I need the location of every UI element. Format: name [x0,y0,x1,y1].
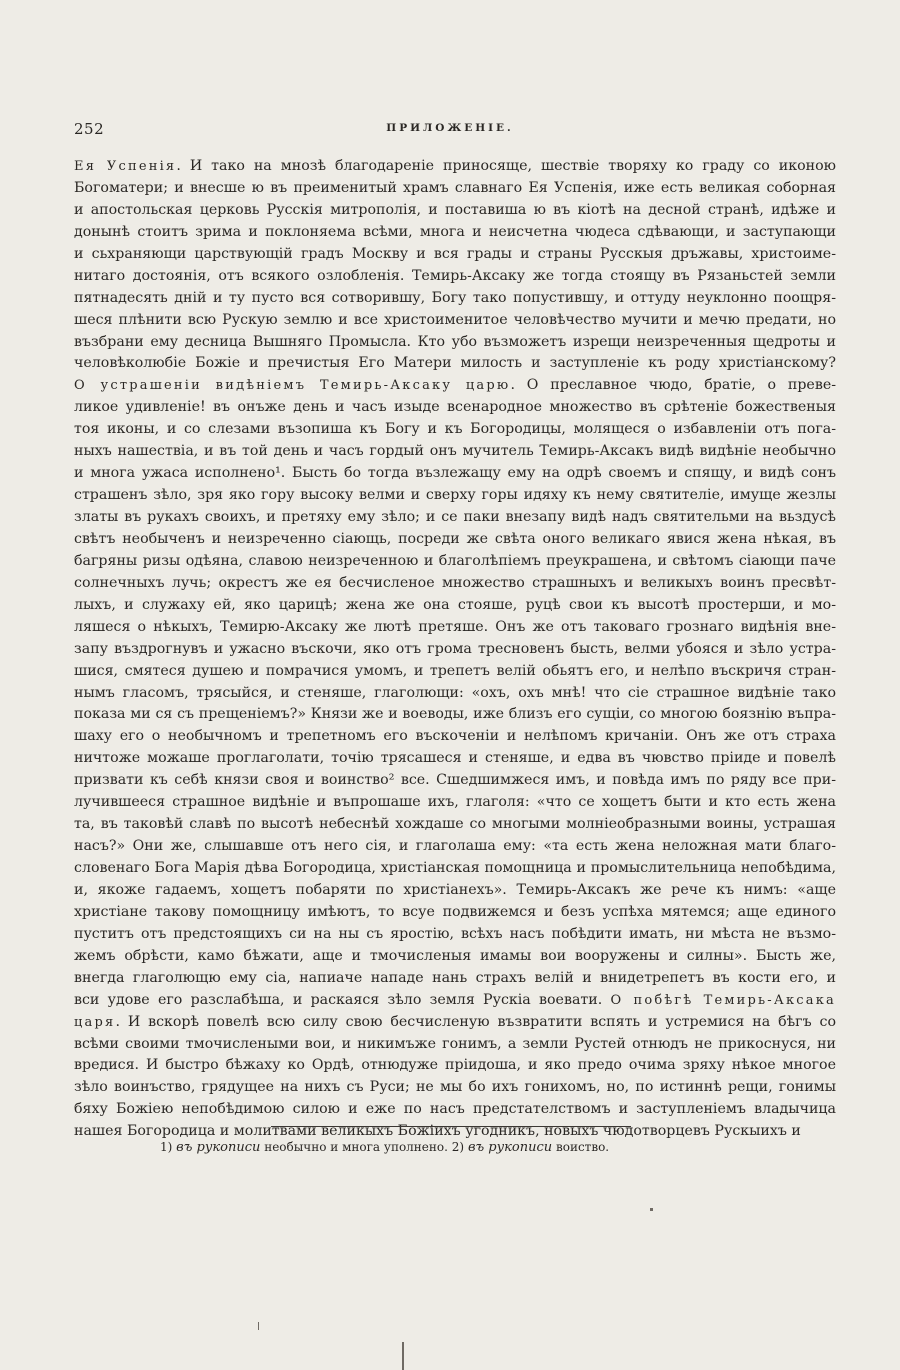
text-line [74,748,836,770]
text-segment: лучившееся страшное видѣніе и въпрошаше ихъ, глаголя: «что се хощетъ быти и кто есть жена [74,794,836,811]
footnote-1-italic: въ рукописи [176,1140,261,1155]
text-line [74,375,836,397]
text-line [74,419,836,441]
text-segment: та, въ таковѣй славѣ по высотѣ небеснѣй хождаше со многыми молніеобразными воины, устрашая [74,816,836,833]
text-line [74,485,836,507]
text-segment: бяху Божіею непобѣдимою силою и еже по насъ предстателствомъ и заступленіемъ владычица [74,1101,836,1118]
footnotes [160,1140,609,1155]
print-speck [258,1322,259,1330]
text-segment: и многа ужаса исполнено¹. Бысть бо тогда възлежащу ему на одрѣ своемъ и спящу, и видѣ сонъ [74,465,836,482]
text-segment: пуститъ отъ предстоящихъ си на ны съ яростію, всѣхъ насъ побѣдити имать, ни мѣста не възмо- [74,925,836,942]
text-line [74,946,836,968]
text-line [74,683,836,705]
text-line [74,507,836,529]
print-speck [402,1342,404,1370]
spaced-heading-text: О побѣгѣ Темирь-Аксака [610,992,836,1008]
text-segment: . И вскорѣ повелѣ всю силу свою бесчисленую възвратити вспять и устремися на бѣгъ со [115,1013,836,1030]
text-segment: насъ?» Они же, слышавше отъ него сія, и глаголаша ему: «та есть жена неложная мати благо- [74,838,836,855]
text-line [74,551,836,573]
text-line [74,968,836,990]
text-segment: златы въ рукахъ своихъ, и претяху ему зѣло; и се паки внезапу видѣ надъ святительми на вьздусѣ [74,509,836,525]
text-line [74,814,836,836]
footnote-2-number: 2) [451,1140,465,1154]
text-line [74,156,836,178]
footnote-2-italic: въ рукописи [467,1140,553,1155]
text-segment: тоя иконы, и со слезами възопиша къ Богу и къ Богородицы, молящеся о избавленіи отъ пога- [74,421,836,438]
spaced-heading-text: О устрашеніи видѣніемъ Темирь-Аксаку царю [74,378,511,394]
text-line [74,858,836,880]
text-segment: шаху его о необычномъ и трепетномъ его въскоченіи и нелѣпомъ кричаніи. Онъ же отъ страха [74,728,836,745]
text-line [74,836,836,858]
text-line [74,200,836,222]
text-line [74,639,836,661]
text-line [74,704,836,726]
text-segment: ляшеся о нѣкыхъ, Темирю-Аксаку же лютѣ претяше. Онъ же отъ таковаго грознаго видѣнія вне- [74,618,836,635]
text-segment: словенаго Бога Марія дѣва Богородица, христіанская помощница и промыслительница непобѣдима, [74,860,836,876]
text-line [74,178,836,200]
text-segment: донынѣ стоитъ зрима и поклоняема всѣми, многа и неисчетна чюдеса сдѣвающи, и заступающи [74,223,836,240]
text-segment: нымъ гласомъ, трясыйся, и стеняше, глаголющи: «охъ, охъ мнѣ! что сіе страшное видѣніе тако [74,684,836,701]
text-segment: шися, смятеся душею и помрачися умомъ, и трепетъ велій обьятъ его, и нелѣпо въскричя стран- [74,662,836,679]
text-segment: . И тако на мнозѣ благодареніе приносяще, шествіе творяху ко граду со иконою [176,158,836,174]
text-line [74,792,836,814]
text-line [74,353,836,375]
text-segment: свѣтъ необыченъ и неизреченно сіающь, посреди же свѣта оного великаго явися жена нѣкая, въ [74,530,836,547]
text-segment: вси удове его разслабѣша, и раскаяся зѣло земля Рускіа воевати. [74,991,611,1008]
text-line [74,266,836,288]
footnote-1-text: необычно и многа уполнено. [264,1140,448,1154]
footnote-rule [271,1126,631,1127]
text-line [74,902,836,924]
body-text [74,156,836,1143]
text-segment: пятнадесять дній и ту пусто вся сотворившу, Богу тако попустившу, и оттуду неуклонно поощря- [74,289,836,306]
text-segment: ликое удивленіе! въ онъже день и часъ изыде всенародное множество въ срѣтеніе божественыя [74,399,836,416]
text-line [74,1099,836,1121]
text-line [74,770,836,792]
text-line [74,222,836,244]
footnote-1-number: 1) [160,1140,173,1154]
text-segment: солнечныхъ лучь; окрестъ же ея бесчисленое множество страшныхъ и великыхъ воинъ пресвѣт- [74,574,836,591]
text-segment: и, якоже гадаемъ, хощетъ побаряти по христіанехъ». Темирь-Аксакъ же рече къ нимъ: «аще [74,881,836,898]
text-segment: нитаго достоянія, отъ всякого озлобленія. Темирь-Аксаку же тогда стоящу въ Рязаньстей земли [74,267,836,284]
text-line [74,463,836,485]
text-segment: нашея Богородица и молитвами великыхъ Божіихъ угодникъ, новыхъ чюдотворцевъ Рускыихъ и [74,1123,801,1140]
text-line [74,924,836,946]
text-segment: христіане такову помощницу имѣютъ, то всуе подвижемся и безъ успѣха мятемся; аще единого [74,903,836,920]
text-line [74,595,836,617]
text-line [74,397,836,419]
text-segment: вредися. И быстро бѣжаху ко Ордѣ, отнюдуже пріидоша, и яко предо очима зряху нѣкое многое [74,1057,836,1074]
text-segment: шеся плѣнити всю Рускую землю и все христоименитое человѣчество мучити и мечю предати, но [74,311,836,328]
text-line [74,288,836,310]
text-segment: показа ми ся съ прещеніемъ?» Князи же и воеводы, иже близъ его сущіи, со многою боязнію въпра- [74,706,836,723]
text-segment: Богоматери; и внесше ю въ преименитый храмъ славнаго Ея Успенія, иже есть великая соборная [74,179,836,196]
text-segment: внегда глаголющю ему сіа, напиаче нападе нань страхъ велій и внидетрепетъ въ кости его, и [74,969,836,986]
text-segment: ныхъ нашествіа, и въ той день и часъ гордый онъ мучитель Темирь-Аксакъ видѣ видѣніе необычно [74,443,836,460]
spaced-heading-text: царя [74,1014,116,1030]
text-segment: ничтоже можаше проглаголати, точію трясашеся и стеняше, и едва въ чювство пріиде и повелѣ [74,750,836,767]
text-segment: възбрани ему десница Вышняго Промысла. Кто убо възможетъ изрещи неизреченныя щедроты и [74,333,836,350]
text-line [74,617,836,639]
print-speck [650,1208,653,1211]
text-line [74,441,836,463]
text-line [74,529,836,551]
text-segment: и апостольская церковь Русскія митрополія, и поставиша ю въ кіотѣ на десной странѣ, идѣже и [74,201,836,218]
text-line [74,990,836,1012]
text-segment: лыхъ, и служаху ей, яко царицѣ; жена же она стояше, руцѣ свои къ высотѣ простерши, и мо- [74,596,836,613]
text-line [74,332,836,354]
text-line [74,310,836,332]
text-segment: всѣми своими тмочислеными вои, и никимъже гонимъ, а земли Рустей отнюдъ не прикоснуся, ни [74,1035,836,1052]
text-segment: призвати къ себѣ князи своя и воинство² все. Сшедшимжеся имъ, и повѣда имъ по ряду все при- [74,772,836,789]
text-segment: багряны ризы одѣяна, славою неизреченною и благолѣпіемъ преукрашена, и свѣтомъ сіающи паче [74,552,836,569]
text-line [74,726,836,748]
text-line [74,880,836,902]
page-number: 252 [74,120,105,138]
text-line [74,573,836,595]
text-line [74,1012,836,1034]
spaced-heading-text: Ея Успенія [74,159,177,174]
text-line [74,661,836,683]
text-line [74,244,836,266]
text-segment: человѣколюбіе Божіе и пречистыя Его Матери милость и заступленіе къ роду христіанскому? [74,355,836,372]
text-segment: и сьхраняющи царствующій градъ Москву и вся грады и страны Русскыя дръжавы, христоиме- [74,245,836,262]
footnote-2-text: воиство. [555,1140,610,1154]
text-segment: зѣло воинъство, грядущее на нихъ съ Руси; не мы бо ихъ гонихомъ, но, по истиннѣ рещи, гонимы [74,1079,836,1096]
text-segment: жемъ обрѣсти, камо бѣжати, аще и тмочисленыя имамы вои вооружены и силны». Бысть же, [74,947,836,964]
text-line [74,1055,836,1077]
running-title: ПРИЛОЖЕНІЕ. [386,122,514,134]
text-line [74,1077,836,1099]
text-segment: запу въздрогнувъ и ужасно въскочи, яко отъ грома тресновенъ бысть, велми убояся и зѣло устра- [74,640,836,657]
text-segment: . О преславное чюдо, братіе, о преве- [510,377,836,394]
text-segment: страшенъ зѣло, зря яко гору высоку велми и сверху горы идяху къ нему святителіе, имуще жезлы [74,487,836,504]
text-line [74,1034,836,1056]
